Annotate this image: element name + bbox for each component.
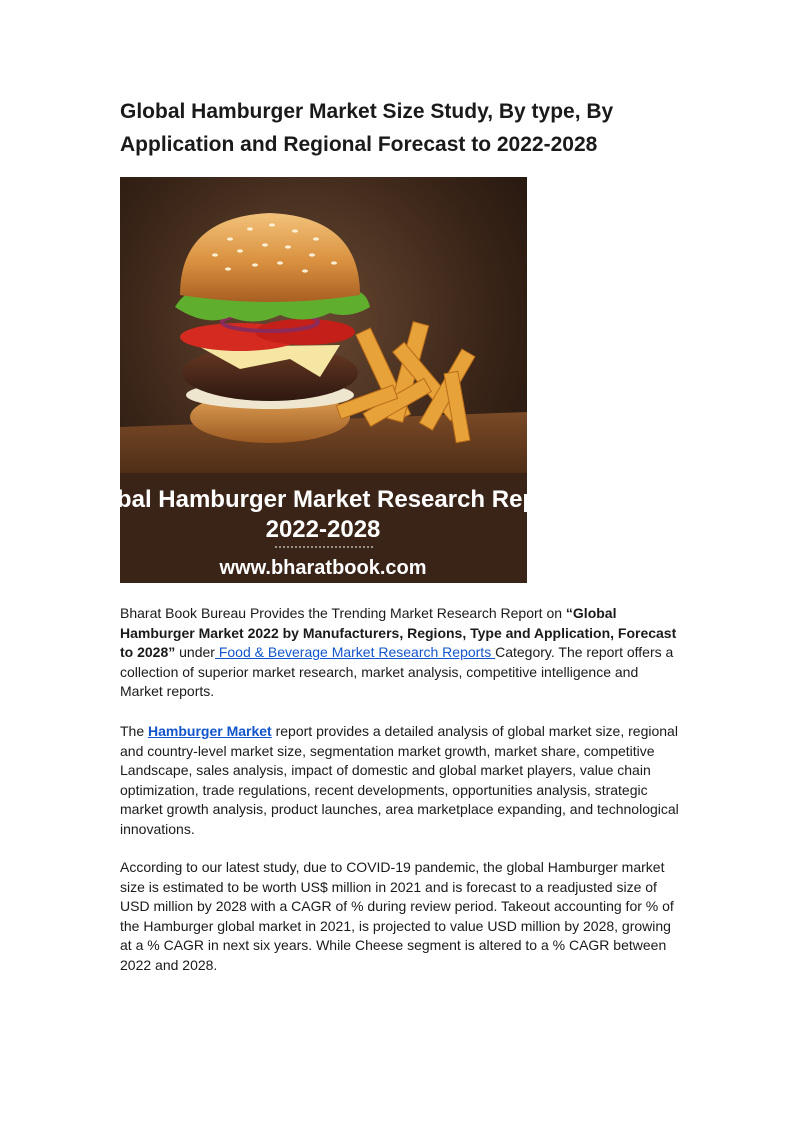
report-name: “Global Hamburger Market 2022 by Manufacturers, Regions, Type and Application, Forecast to 2028” [120,605,677,660]
hero-image [76,177,570,583]
analysis-lead: The [120,723,149,739]
intro-paragraph [120,604,680,702]
intro-text: Bharat Book Bureau Provides the Trending Market Research Report on [120,605,566,621]
under-text: under [175,644,215,660]
banner-url: www.bharatbook.com [219,557,427,579]
analysis-text: report provides a detailed analysis of global market size, regional and country-level market size, segmentation market growth, market share, competitive Landscape, sales analysis, impact of domestic and global market players, value chain optimization, trade regulations, recent developments, opportunities analysis, strategic market growth analysis, product launches, area marketplace expanding, and technological innovations. [120,723,679,837]
category-link[interactable]: Food & Beverage Market Research Reports [214,644,496,660]
analysis-paragraph [120,722,680,839]
intro-rest-text: Category. The report offers a collection of superior market research, market analysis, competitive intelligence and Market reports. [120,644,674,699]
banner-line-1: Global Hamburger Market Research Report [76,486,570,513]
hamburger-market-link[interactable]: Hamburger Market [148,723,272,739]
study-paragraph: According to our latest study, due to COVID-19 pandemic, the global Hamburger market size is estimated to be worth US$ million in 2021 and is forecast to a readjusted size of USD million by 2028 with a CAGR of % during review period. Takeout accounting for % of the Hamburger global market in 2021, is projected to value USD million by 2028, growing at a % CAGR in next six years. While Cheese segment is altered to a % CAGR between 2022 and 2028. [120,859,674,973]
banner-line-2: 2022-2028 [265,516,381,543]
page-title: Global Hamburger Market Size Study, By type, By Application and Regional Forecast to 2022-2028 [120,100,614,156]
